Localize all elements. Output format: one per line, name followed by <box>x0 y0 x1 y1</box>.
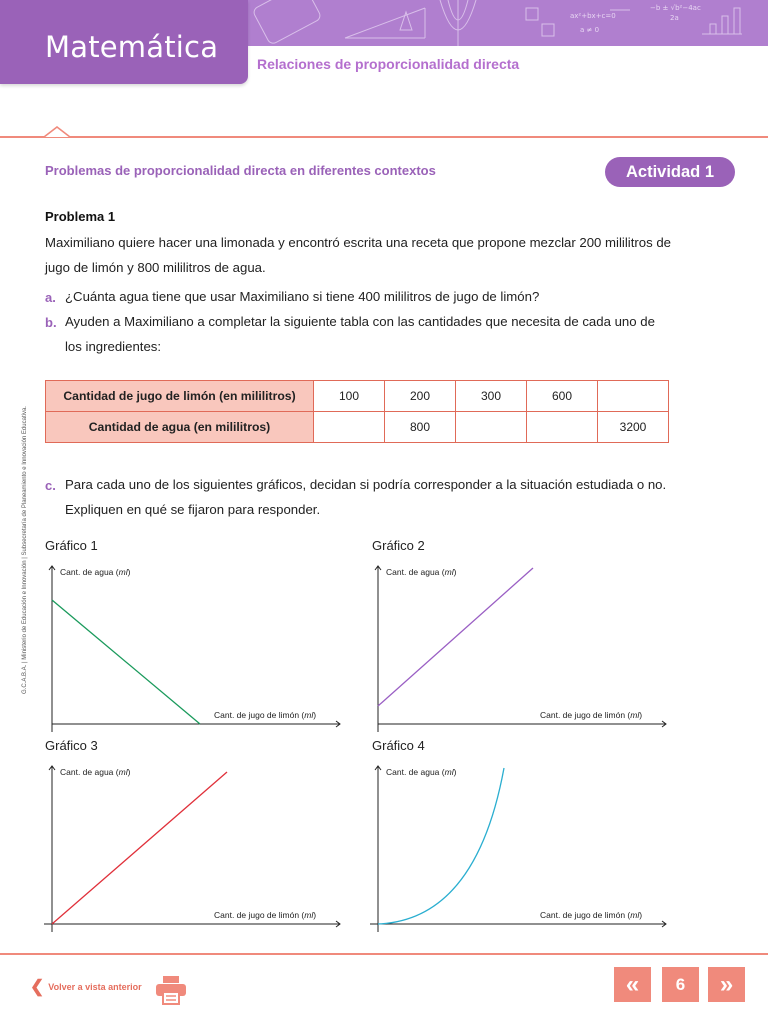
double-chevron-right-icon: » <box>719 971 734 998</box>
table-cell[interactable]: 3200 <box>598 412 669 443</box>
side-credit: G.C.A.B.A. | Ministerio de Educación e Innovación | Subsecretaría de Planeamiento e Innovación Educativa. <box>22 406 28 694</box>
y-axis-label: Cant. de agua (ml) <box>386 767 457 777</box>
page-number: 6 <box>662 967 699 1002</box>
item-letter-a: a. <box>45 290 56 305</box>
graph-axes <box>49 566 340 732</box>
y-axis-label: Cant. de agua (ml) <box>386 567 457 577</box>
topic-title: Relaciones de proporcionalidad directa <box>257 56 520 72</box>
chevron-left-icon: ❮ <box>30 977 45 996</box>
row-header-water: Cantidad de agua (en mililitros) <box>46 412 314 443</box>
svg-text:2a: 2a <box>670 14 679 22</box>
x-axis-label: Cant. de jugo de limón (ml) <box>214 910 317 920</box>
graph-4 <box>366 760 676 932</box>
item-text-b: Ayuden a Maximiliano a completar la siguiente tabla con las cantidades que necesita de cada uno de los ingredientes: <box>65 314 655 354</box>
graph-1-label: Gráfico 1 <box>45 538 98 553</box>
table-cell[interactable]: 600 <box>527 381 598 412</box>
problem-intro: Maximiliano quiere hacer una limonada y encontró escrita una receta que propone mezclar 200 mililitros de jugo de limón y 800 mililitros de agua. <box>45 235 672 275</box>
table-cell[interactable] <box>314 412 385 443</box>
subject-title: Matemática <box>45 30 219 64</box>
item-text-c: Para cada uno de los siguientes gráficos, decidan si podría corresponder a la situación estudiada o no. Expliquen en qué se fijaron para responder. <box>65 477 667 517</box>
graph-axes <box>44 766 340 932</box>
item-letter-b: b. <box>45 315 57 330</box>
graph-2 <box>366 560 676 732</box>
table-cell[interactable] <box>456 412 527 443</box>
graph-3-label: Gráfico 3 <box>45 738 98 753</box>
row-header-lemon: Cantidad de jugo de limón (en mililitros) <box>46 381 314 412</box>
graph-axes <box>375 566 666 732</box>
divider-notch <box>44 126 70 138</box>
header-decoration <box>250 0 768 46</box>
y-axis-label: Cant. de agua (ml) <box>60 567 131 577</box>
series-line <box>52 772 227 924</box>
proportion-table <box>45 380 669 443</box>
item-text-a: ¿Cuánta agua tiene que usar Maximiliano si tiene 400 mililitros de jugo de limón? <box>65 289 540 304</box>
next-page-button[interactable] <box>708 967 745 1002</box>
back-link-label: Volver a vista anterior <box>48 982 142 992</box>
graph-2-label: Gráfico 2 <box>372 538 425 553</box>
problem-title: Problema 1 <box>45 209 116 224</box>
graph-3 <box>40 760 350 932</box>
svg-text:a ≠ 0: a ≠ 0 <box>580 26 600 34</box>
double-chevron-left-icon: « <box>625 971 640 998</box>
series-line <box>52 600 200 724</box>
back-link[interactable] <box>30 977 142 996</box>
x-axis-label: Cant. de jugo de limón (ml) <box>540 910 643 920</box>
table-cell[interactable]: 100 <box>314 381 385 412</box>
series-line <box>378 568 533 706</box>
series-curve <box>378 768 504 924</box>
x-axis-label: Cant. de jugo de limón (ml) <box>214 710 317 720</box>
graph-axes <box>370 766 666 932</box>
svg-text:−b ± √b²−4ac: −b ± √b²−4ac <box>650 4 701 12</box>
prev-page-button[interactable] <box>614 967 651 1002</box>
activity-badge: Actividad 1 <box>605 157 735 187</box>
table-cell[interactable]: 300 <box>456 381 527 412</box>
graph-4-label: Gráfico 4 <box>372 738 425 753</box>
table-cell[interactable]: 200 <box>385 381 456 412</box>
svg-text:ax²+bx+c=0: ax²+bx+c=0 <box>570 12 616 20</box>
table-row <box>46 381 669 412</box>
table-cell[interactable] <box>598 381 669 412</box>
header-divider <box>0 136 768 138</box>
section-title: Problemas de proporcionalidad directa en diferentes contextos <box>45 163 436 178</box>
item-letter-c: c. <box>45 478 56 493</box>
table-cell[interactable] <box>527 412 598 443</box>
footer-divider <box>0 953 768 955</box>
graph-1 <box>40 560 350 732</box>
table-row <box>46 412 669 443</box>
table-cell[interactable]: 800 <box>385 412 456 443</box>
y-axis-label: Cant. de agua (ml) <box>60 767 131 777</box>
x-axis-label: Cant. de jugo de limón (ml) <box>540 710 643 720</box>
print-icon[interactable] <box>155 975 187 1005</box>
